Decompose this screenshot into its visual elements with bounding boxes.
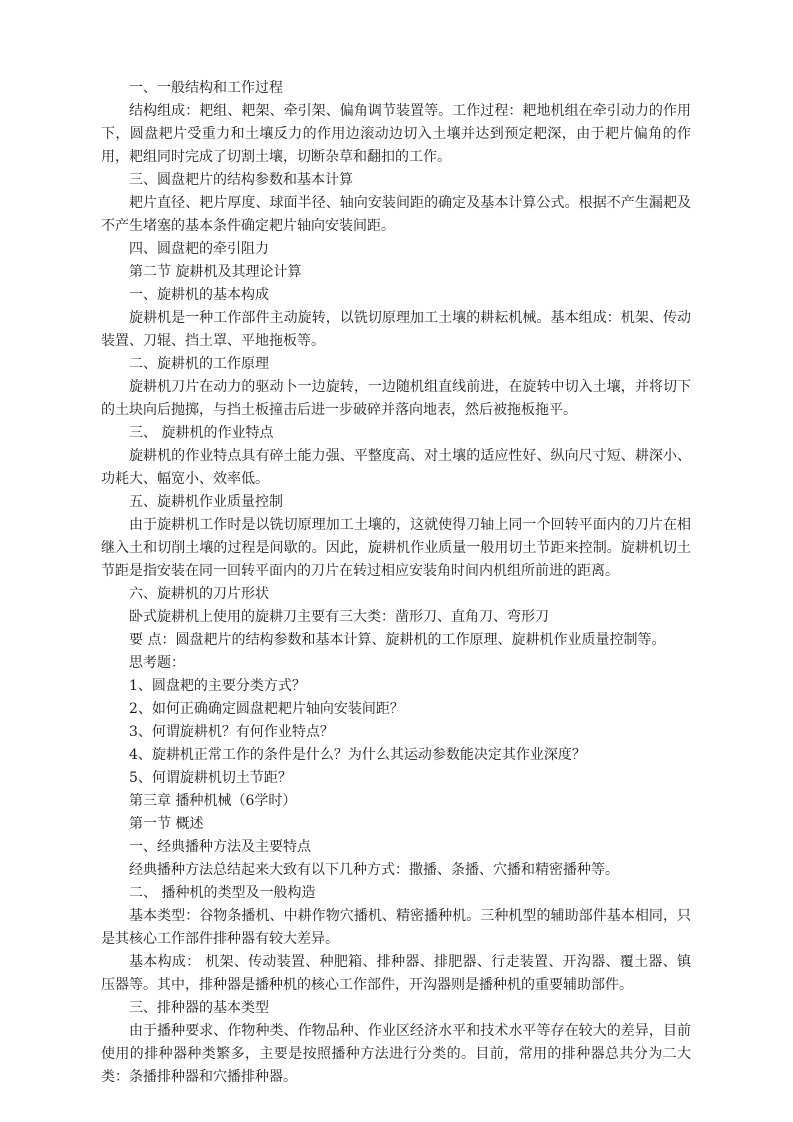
- question-item: 2、如何正确确定圆盘耙耙片轴向安装间距？: [129, 701, 404, 717]
- document-body: [101, 77, 691, 1089]
- key-points: 要 点：圆盘耙片的结构参数和基本计算、旋耕机的工作原理、旋耕机作业质量控制等。: [129, 632, 666, 648]
- section-heading: 一、经典播种方法及主要特点: [129, 839, 311, 855]
- body-paragraph: 旋耕机刀片在动力的驱动卜一边旋转，一边随机组直线前进，在旋转中切入土壤，并将切下的土块向后抛掷，与挡土板撞击后进一步破碎并落向地表，然后被拖板拖平。: [101, 379, 691, 418]
- body-paragraph: 旋耕机是一种工作部件主动旋转，以铣切原理加工土壤的耕耘机械。基本组成：机架、传动装置、刀辊、挡土罩、平地拖板等。: [101, 310, 691, 349]
- section-heading: 三、 旋耕机的作业特点: [129, 425, 274, 441]
- body-paragraph: 由于播种要求、作物种类、作物品种、作业区经济水平和技术水平等存在较大的差异，目前使用的排种器种类繁多，主要是按照播种方法进行分类的。目前，常用的排种器总共分为二大类：条播排种器和穴播排种器。: [101, 1023, 691, 1085]
- chapter-title: 第三章 播种机械（6学时）: [129, 793, 297, 809]
- question-item: 3、何谓旋耕机？有何作业特点？: [129, 724, 334, 740]
- section-heading: 一、旋耕机的基本构成: [129, 287, 269, 303]
- body-paragraph: 旋耕机的作业特点具有碎土能力强、平整度高、对土壤的适应性好、纵向尺寸短、耕深小、功耗大、幅宽小、效率低。: [101, 448, 691, 487]
- body-paragraph: 结构组成：耙组、耙架、牵引架、偏角调节装置等。工作过程：耙地机组在牵引动力的作用下，圆盘耙片受重力和土壤反力的作用边滚动边切入土壤并达到预定耙深，由于耙片偏角的作用，耙组同时完成了切割土壤，切断杂草和翻扣的工作。: [101, 103, 691, 165]
- section-heading: 三、排种器的基本类型: [129, 1000, 269, 1016]
- chapter-section-title: 第二节 旋耕机及其理论计算: [129, 264, 302, 280]
- chapter-section-title: 第一节 概述: [129, 816, 204, 832]
- question-item: 4、旋耕机正常工作的条件是什么？为什么其运动参数能决定其作业深度？: [129, 747, 586, 763]
- body-paragraph: 基本构成： 机架、传动装置、种肥箱、排种器、排肥器、行走装置、开沟器、覆土器、镇压器等。其中，排种器是播种机的核心工作部件，开沟器则是播种机的重要辅助部件。: [101, 954, 691, 993]
- section-heading: 六、旋耕机的刀片形状: [129, 586, 269, 602]
- section-heading: 四、圆盘耙的牵引阻力: [129, 241, 269, 257]
- section-heading: 三、圆盘耙片的结构参数和基本计算: [129, 172, 353, 188]
- body-paragraph: 卧式旋耕机上使用的旋耕刀主要有三大类：凿形刀、直角刀、弯形刀: [129, 609, 549, 625]
- section-heading: 二、旋耕机的工作原理: [129, 356, 269, 372]
- section-heading: 二、 播种机的类型及一般构造: [129, 885, 316, 901]
- questions-heading: 思考题：: [129, 655, 185, 671]
- section-heading: 一、一般结构和工作过程: [129, 80, 283, 96]
- body-paragraph: 经典播种方法总结起来大致有以下几种方式：撒播、条播、穴播和精密播种等。: [129, 862, 619, 878]
- question-item: 1、圆盘耙的主要分类方式？: [129, 678, 306, 694]
- body-paragraph: 由于旋耕机工作时是以铣切原理加工土壤的，这就使得刀轴上同一个回转平面内的刀片在相继入土和切削土壤的过程是间歇的。因此，旋耕机作业质量一般用切土节距来控制。旋耕机切土节距是指安装在同一回转平面内的刀片在转过相应安装角时间内机组所前进的距离。: [101, 517, 691, 579]
- body-paragraph: 基本类型：谷物条播机、中耕作物穴播机、精密播种机。三种机型的辅助部件基本相同，只是其核心工作部件排种器有较大差异。: [101, 908, 691, 947]
- body-paragraph: 耙片直径、耙片厚度、球面半径、轴向安装间距的确定及基本计算公式。根据不产生漏耙及不产生堵塞的基本条件确定耙片轴向安装间距。: [101, 195, 691, 234]
- question-item: 5、何谓旋耕机切土节距？: [129, 770, 292, 786]
- section-heading: 五、旋耕机作业质量控制: [129, 494, 283, 510]
